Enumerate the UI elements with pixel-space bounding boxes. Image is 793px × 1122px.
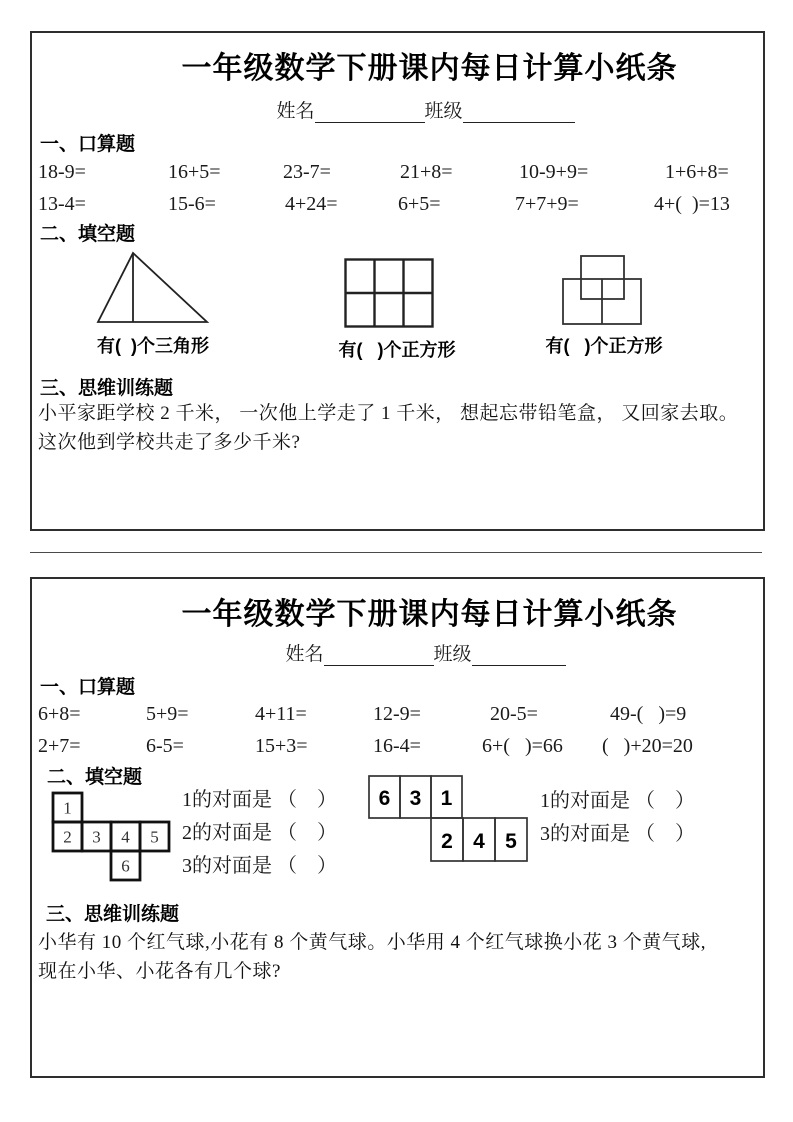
section-fill-header: 二、填空题 [47, 767, 143, 788]
oral-problem: 7+7+9= [515, 193, 579, 215]
oral-problem: 2+7= [38, 735, 81, 757]
class-label: 班级 [433, 644, 472, 665]
name-blank-line [315, 102, 425, 123]
name-label: 姓名 [276, 101, 315, 122]
net-cell-number: 3 [92, 827, 101, 847]
oral-problem: 15-6= [168, 193, 216, 215]
net-cell-number: 6 [121, 856, 130, 876]
oral-problem: 4+( )=13 [654, 193, 730, 215]
thinking-problem-line: 小平家距学校 2 千米， 一次他上学走了 1 千米， 想起忘带铅笔盒， 又回家去取。 [38, 403, 739, 424]
oral-problem: 4+11= [255, 703, 307, 725]
net-cell-number: 2 [441, 830, 453, 853]
grid-squares-figure [344, 258, 434, 328]
oral-problem: 6-5= [146, 735, 184, 757]
net-cell-number: 5 [505, 830, 517, 853]
overlap-squares-count-label: 有( )个正方形 [545, 336, 663, 356]
oral-problem: 13-4= [38, 193, 86, 215]
name-class-line [60, 96, 791, 123]
section-thinking-header: 三、思维训练题 [40, 378, 174, 399]
opposite-face-question: 1的对面是 （ ） [182, 789, 337, 811]
worksheet-sheet-2 [30, 577, 765, 1078]
opposite-face-question: 2的对面是 （ ） [182, 822, 337, 844]
oral-problem: 12-9= [373, 703, 421, 725]
net-cell-number: 6 [378, 787, 391, 810]
opposite-face-question: 3的对面是 （ ） [540, 823, 695, 845]
oral-problem: 23-7= [283, 161, 331, 183]
oral-problem: 6+8= [38, 703, 81, 725]
oral-problem: 20-5= [490, 703, 538, 725]
net-cell-number: 4 [473, 830, 485, 853]
oral-problem: 18-9= [38, 161, 86, 183]
net-cell-number: 1 [63, 798, 72, 818]
oral-problem: 5+9= [146, 703, 189, 725]
class-blank-line [472, 645, 566, 666]
oral-problem: 21+8= [400, 161, 453, 183]
triangle-figure [96, 251, 210, 325]
net-cell-number: 4 [121, 827, 130, 847]
page-title: 一年级数学下册课内每日计算小纸条 [181, 598, 678, 631]
oral-problem: 10-9+9= [519, 161, 589, 183]
overlapping-squares-figure [561, 254, 645, 326]
oral-problem: 49-( )=9 [610, 703, 687, 725]
name-blank-line [324, 645, 434, 666]
triangle-count-label: 有( )个三角形 [97, 336, 209, 356]
thinking-problem-line: 小华有 10 个红气球,小花有 8 个黄气球。小华用 4 个红气球换小花 3 个黄气球, [38, 932, 707, 953]
cube-net-left-figure [51, 791, 173, 883]
worksheet-sheet-1 [30, 31, 765, 531]
class-label: 班级 [424, 101, 463, 122]
oral-problem: 1+6+8= [665, 161, 729, 183]
opposite-face-question: 1的对面是 （ ） [540, 790, 695, 812]
name-class-line [60, 639, 791, 666]
oral-problem: 15+3= [255, 735, 308, 757]
section-oral-header: 一、口算题 [40, 677, 136, 698]
oral-problem: 16-4= [373, 735, 421, 757]
oral-problem: ( )+20=20 [602, 735, 693, 757]
thinking-problem-line: 这次他到学校共走了多少千米? [38, 432, 301, 453]
section-oral-header: 一、口算题 [40, 134, 136, 155]
oral-problem: 16+5= [168, 161, 221, 183]
net-cell-number: 1 [440, 787, 453, 810]
opposite-face-question: 3的对面是 （ ） [182, 855, 337, 877]
net-cell-number: 5 [150, 827, 159, 847]
sheet-divider-line [30, 552, 762, 553]
net-cell-number: 2 [63, 827, 72, 847]
page-title: 一年级数学下册课内每日计算小纸条 [181, 52, 678, 85]
section-thinking-header: 三、思维训练题 [46, 904, 180, 925]
class-blank-line [463, 102, 575, 123]
grid-squares-count-label: 有( )个正方形 [338, 340, 456, 360]
oral-problem: 6+( )=66 [482, 735, 563, 757]
cube-net-right-figure [368, 775, 530, 863]
name-label: 姓名 [285, 644, 324, 665]
oral-problem: 6+5= [398, 193, 441, 215]
thinking-problem-line: 现在小华、小花各有几个球? [38, 961, 281, 982]
net-cell-number: 3 [409, 787, 422, 810]
oral-problem: 4+24= [285, 193, 338, 215]
section-fill-header: 二、填空题 [40, 224, 136, 245]
